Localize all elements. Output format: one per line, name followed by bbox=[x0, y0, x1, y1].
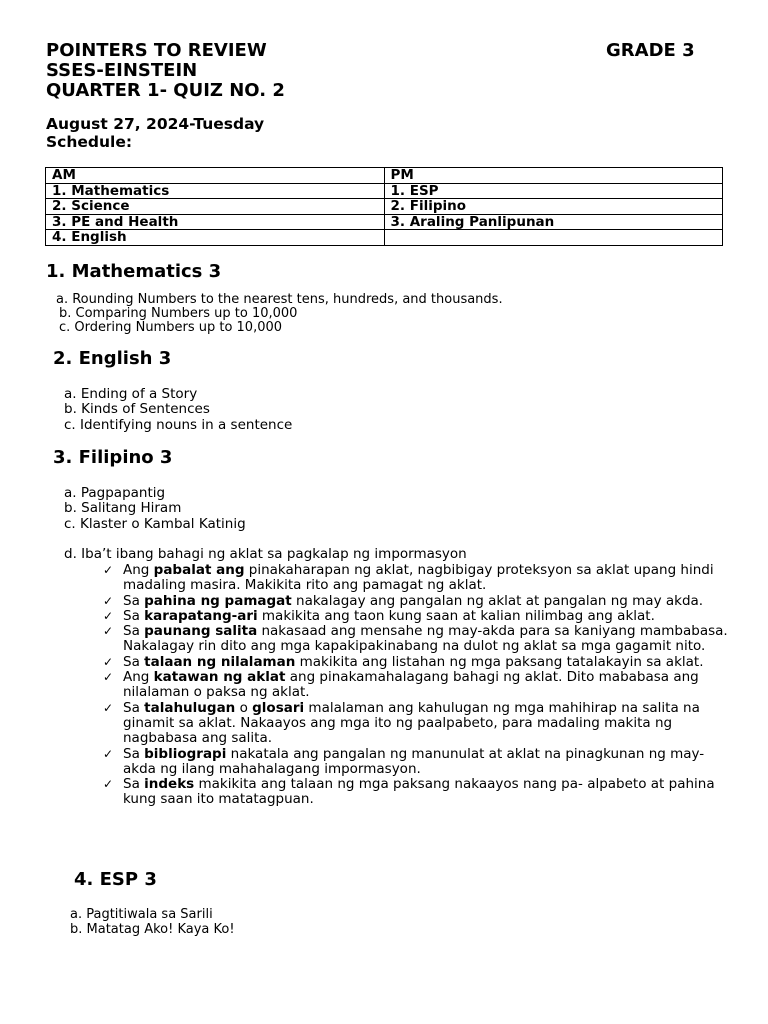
checkmark-icon: ✓ bbox=[103, 777, 114, 792]
list-item: b. Salitang Hiram bbox=[64, 500, 182, 516]
schedule-table bbox=[45, 167, 723, 246]
book-parts-list bbox=[103, 563, 733, 808]
pm-cell: 3. Araling Panlipunan bbox=[384, 214, 723, 230]
am-cell: 1. Mathematics bbox=[46, 183, 385, 199]
list-item: ✓ Ang pabalat ang pinakaharapan ng aklat, nagbibigay proteksyon sa aklat upang hindi madaling masira. Makikita rito ang pamagat ng aklat. bbox=[103, 562, 714, 594]
list-item: a. Ending of a Story bbox=[64, 386, 198, 402]
schedule-label: Schedule: bbox=[46, 133, 133, 151]
list-item: ✓ Sa indeks makikita ang talaan ng mga paksang nakaayos nang pa- alpabeto at pahina kung saan ito matatagpuan. bbox=[103, 776, 715, 808]
list-item: b. Kinds of Sentences bbox=[64, 401, 210, 417]
pm-header: PM bbox=[384, 168, 723, 184]
list-item: ✓ Ang katawan ng aklat ang pinakamahalagang bahagi ng aklat. Dito mababasa ang nilalaman o paksa ng aklat. bbox=[103, 669, 699, 701]
grade-label: GRADE 3 bbox=[606, 40, 695, 61]
table-row bbox=[46, 183, 723, 199]
list-item: c. Ordering Numbers up to 10,000 bbox=[59, 320, 283, 335]
am-header: AM bbox=[46, 168, 385, 184]
checkmark-icon: ✓ bbox=[103, 670, 114, 685]
table-row bbox=[46, 199, 723, 215]
title-section: SSES-EINSTEIN bbox=[46, 60, 198, 81]
checkmark-icon: ✓ bbox=[103, 700, 114, 715]
list-item: ✓ Sa pahina ng pamagat nakalagay ang pangalan ng aklat at pangalan ng may akda. bbox=[103, 592, 704, 609]
list-item: ✓ Sa talahulugan o glosari malalaman ang kahulugan ng mga mahihirap na salita na ginamit sa aklat. Nakaayos ang mga ito ng paalpabeto, para madaling makita ng nagbabasa ang salita. bbox=[103, 699, 700, 747]
english-heading: 2. English 3 bbox=[53, 348, 172, 369]
list-item: b. Matatag Ako! Kaya Ko! bbox=[70, 922, 235, 937]
list-item: d. Iba’t ibang bahagi ng aklat sa pagkalap ng impormasyon bbox=[64, 546, 467, 562]
checkmark-icon: ✓ bbox=[103, 608, 114, 623]
list-item: a. Rounding Numbers to the nearest tens, hundreds, and thousands. bbox=[56, 292, 503, 307]
filipino-heading: 3. Filipino 3 bbox=[53, 447, 173, 468]
title-quiz: QUARTER 1- QUIZ NO. 2 bbox=[46, 80, 285, 101]
list-item: ✓ Sa paunang salita nakasaad ang mensahe ng may-akda para sa kaniyang mambabasa. Nakalagay rin dito ang mga kapakipakinabang na dulot ng aklat sa mga gagamit nito. bbox=[103, 623, 728, 655]
am-cell: 4. English bbox=[46, 230, 385, 246]
checkmark-icon: ✓ bbox=[103, 563, 114, 577]
list-item: c. Identifying nouns in a sentence bbox=[64, 417, 293, 433]
am-cell: 2. Science bbox=[46, 199, 385, 215]
list-item: ✓ Sa bibliograpi nakatala ang pangalan ng manunulat at aklat na pinagkunan ng may-akda ng ilang mahahalagang impormasyon. bbox=[103, 745, 705, 777]
pm-cell: 2. Filipino bbox=[384, 199, 723, 215]
table-row bbox=[46, 168, 723, 184]
math-heading: 1. Mathematics 3 bbox=[46, 261, 222, 282]
pm-cell bbox=[384, 230, 723, 246]
title-pointers: POINTERS TO REVIEW bbox=[46, 40, 267, 61]
list-item: ✓ Sa talaan ng nilalaman makikita ang listahan ng mga paksang tatalakayin sa aklat. bbox=[103, 653, 704, 670]
table-row bbox=[46, 214, 723, 230]
am-cell: 3. PE and Health bbox=[46, 214, 385, 230]
list-item: a. Pagpapantig bbox=[64, 485, 166, 501]
checkmark-icon: ✓ bbox=[103, 654, 114, 669]
list-item: a. Pagtitiwala sa Sarili bbox=[70, 907, 213, 922]
checkmark-icon: ✓ bbox=[103, 624, 114, 639]
date-line: August 27, 2024-Tuesday bbox=[46, 115, 265, 133]
table-row bbox=[46, 230, 723, 246]
list-item: ✓ Sa karapatang-ari makikita ang taon kung saan at kalian nilimbag ang aklat. bbox=[103, 607, 655, 624]
list-item: b. Comparing Numbers up to 10,000 bbox=[59, 306, 298, 321]
esp-heading: 4. ESP 3 bbox=[74, 869, 157, 890]
checkmark-icon: ✓ bbox=[103, 593, 114, 608]
checkmark-icon: ✓ bbox=[103, 746, 114, 761]
pm-cell: 1. ESP bbox=[384, 183, 723, 199]
list-item: c. Klaster o Kambal Katinig bbox=[64, 516, 246, 532]
